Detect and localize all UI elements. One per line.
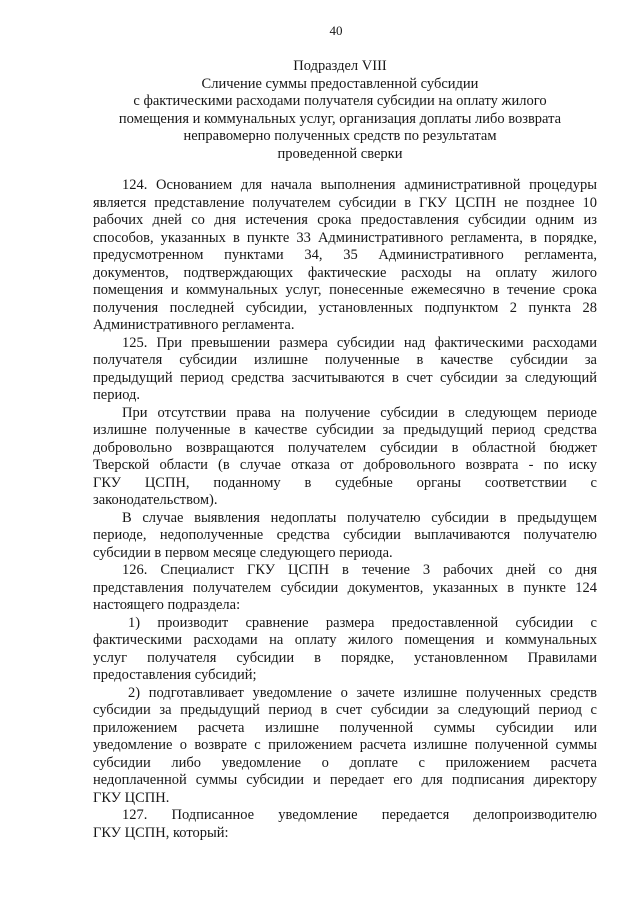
paragraph-line: услуг получателя субсидии в порядке, установленном Правилами (93, 649, 597, 666)
document-body (93, 177, 597, 842)
paragraph-line: период. (93, 387, 141, 403)
paragraph-line: 1) производит сравнение размера предоставленной субсидии с (128, 614, 597, 631)
paragraph-line: ГКУ ЦСПН, поданному в судебные органы соответствии с (93, 474, 597, 491)
paragraph-124 (93, 177, 597, 335)
paragraph-line: ГКУ ЦСПН. (93, 789, 170, 806)
paragraph-line: законодательством). (93, 492, 218, 508)
paragraph-line: способов, указанных в пункте 33 Административного регламента, в порядке, (93, 229, 597, 246)
paragraph-125 (93, 335, 597, 405)
paragraph-line: 2) подготавливает уведомление о зачете излишне полученных средств (128, 684, 597, 701)
paragraph-line: 125. При превышении размера субсидии над фактическими расходами (122, 334, 597, 351)
paragraph-line: ГКУ ЦСПН, который: (93, 824, 229, 841)
section-heading (90, 58, 590, 163)
paragraph-line: субсидии за предыдущий период в счет субсидии за следующий период с (93, 702, 597, 718)
paragraph-underpayment (93, 510, 597, 563)
paragraph-line: Тверской области (в случае отказа от добровольного возврата - по иску (93, 457, 597, 473)
paragraph-line: субсидии либо уведомление о доплате с приложением расчета (93, 754, 597, 771)
page-number: 40 (329, 23, 343, 38)
paragraph-line: помещения и коммунальных услуг, понесенные ежемесячно в течение срока (93, 282, 597, 298)
paragraph-line: документов, подтверждающих фактические расходы на оплату жилого (93, 264, 597, 281)
heading-line: Сличение суммы предоставленной субсидии (201, 75, 479, 92)
paragraph-line: В случае выявления недоплаты получателю субсидии в предыдущем (122, 509, 597, 526)
list-item-2 (93, 685, 597, 808)
paragraph-line: уведомление о возврате с приложением расчета излишне полученной суммы (93, 737, 597, 753)
paragraph-line: предыдущий период средства засчитываются в счет субсидии за следующий (93, 369, 597, 386)
heading-line: неправомерно полученных средств по результатам (183, 128, 497, 144)
paragraph-line: представления получателем субсидии документов, указанных в пункте 124 (93, 579, 597, 596)
paragraph-line: получателя субсидии излишне полученные в качестве субсидии за (93, 352, 597, 368)
paragraph-line: При отсутствии права на получение субсидии в следующем периоде (122, 404, 597, 421)
paragraph-line: Административного регламента. (93, 317, 295, 333)
paragraph-line: получения последней субсидии, установленных подпунктом 2 пункта 28 (93, 299, 597, 316)
paragraph-line: периоде, недополученные средства субсидии выплачиваются получателю (93, 527, 597, 543)
paragraph-line: приложением расчета излишне полученной суммы субсидии или (93, 719, 597, 736)
paragraph-line: предоставления субсидий; (93, 667, 257, 683)
paragraph-line: является представление получателем субсидии в ГКУ ЦСПН не позднее 10 (93, 194, 597, 211)
heading-line: с фактическими расходами получателя субсидии на оплату жилого (133, 93, 547, 109)
list-item-1 (93, 615, 597, 685)
paragraph-line: излишне полученные в качестве субсидии за предыдущий период средства (93, 422, 597, 438)
paragraph-line: настоящего подраздела: (93, 597, 241, 613)
heading-line: Подраздел VIII (293, 58, 387, 74)
paragraph-line: субсидии в первом месяце следующего периода. (93, 544, 393, 561)
paragraph-line: предусмотренном пунктами 34, 35 Административного регламента, (93, 247, 597, 263)
paragraph-126 (93, 562, 597, 615)
paragraph-line: добровольно возвращаются получателем субсидии в областной бюджет (93, 439, 597, 456)
paragraph-127 (93, 807, 597, 842)
paragraph-line: фактическими расходами на оплату жилого помещения и коммунальных (93, 632, 597, 648)
heading-line: проведенной сверки (277, 145, 403, 162)
paragraph-line: 127. Подписанное уведомление передается делопроизводителю (122, 807, 597, 823)
paragraph-line: недоплаченной суммы субсидии и передает его для подписания директору (93, 772, 597, 788)
paragraph-line: рабочих дней со дня истечения срока предоставления субсидии одним из (93, 212, 597, 228)
paragraph-line: 126. Специалист ГКУ ЦСПН в течение 3 рабочих дней со дня (122, 562, 597, 578)
paragraph-line: 124. Основанием для начала выполнения административной процедуры (122, 177, 597, 193)
heading-line: помещения и коммунальных услуг, организация доплаты либо возврата (118, 110, 562, 127)
paragraph-no-entitlement (93, 405, 597, 510)
